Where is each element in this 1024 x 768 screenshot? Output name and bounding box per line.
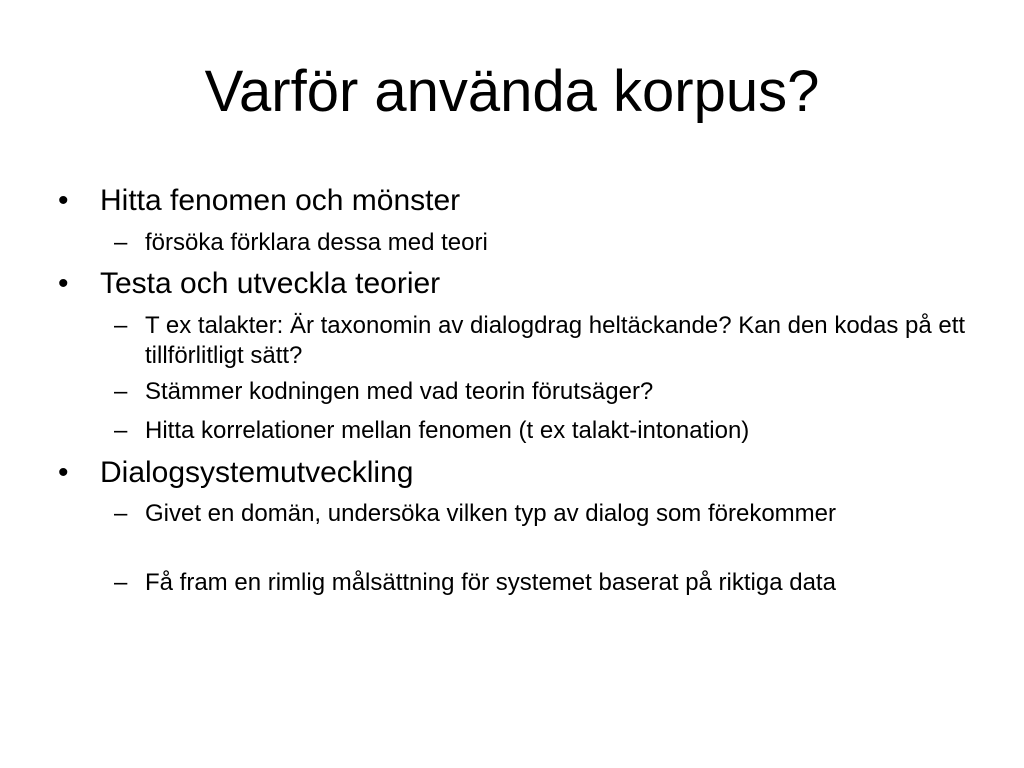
sub-bullet-item [114, 377, 975, 407]
dash-marker: – [114, 312, 128, 339]
dash-marker: – [114, 500, 128, 527]
sub-bullet-item [114, 416, 975, 446]
sub-bullet-text: Hitta korrelationer mellan fenomen (t ex talakt-intonation) [145, 417, 750, 444]
bullet-item [58, 455, 980, 491]
bullet-marker: • [58, 267, 69, 300]
dash-marker: – [114, 417, 128, 444]
sub-bullet-text: Få fram en rimlig målsättning för systemet baserat på riktiga data [145, 569, 836, 596]
bullet-text: Hitta fenomen och mönster [100, 184, 461, 217]
slide-title: Varför använda korpus? [204, 59, 820, 124]
bullet-text: Dialogsystemutveckling [100, 456, 414, 489]
sub-bullet-item [114, 311, 975, 371]
dash-marker: – [114, 229, 128, 256]
bullet-text: Testa och utveckla teorier [100, 267, 441, 300]
bullet-marker: • [58, 456, 69, 489]
sub-bullet-item [114, 228, 975, 258]
sub-bullet-text: Stämmer kodningen med vad teorin förutsäger? [145, 378, 654, 405]
sub-bullet-item [114, 568, 975, 598]
dash-marker: – [114, 378, 128, 405]
dash-marker: – [114, 569, 128, 596]
bullet-item [58, 266, 980, 302]
sub-bullet-text: Givet en domän, undersöka vilken typ av dialog som förekommer [145, 500, 836, 527]
sub-bullet-item [114, 499, 975, 529]
sub-bullet-text: försöka förklara dessa med teori [145, 229, 488, 256]
bullet-marker: • [58, 184, 69, 217]
bullet-item [58, 183, 980, 219]
sub-bullet-text: T ex talakter: Är taxonomin av dialogdrag heltäckande? Kan den kodas på ett tillförlitligt sätt? [145, 312, 966, 369]
